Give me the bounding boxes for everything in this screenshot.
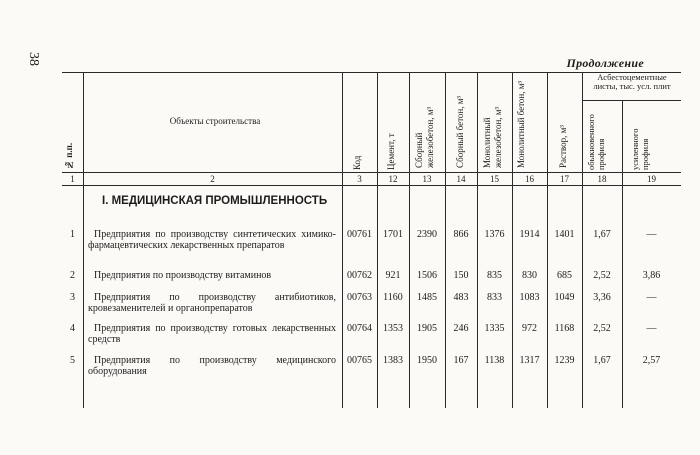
header-ordinary-profile: обыкновенного профиля bbox=[586, 114, 606, 170]
col-number: 16 bbox=[525, 174, 534, 184]
cell-monolithic-concrete: 972 bbox=[522, 323, 537, 334]
cell-ordinary: 3,36 bbox=[593, 292, 611, 303]
row-name: Предприятия по производству готовых лекарственных средств bbox=[88, 323, 336, 345]
cell-code: 00761 bbox=[347, 229, 372, 240]
cell-monolithic-rc: 835 bbox=[487, 270, 502, 281]
col-number: 1 bbox=[70, 174, 75, 184]
col-number: 12 bbox=[388, 174, 398, 184]
cell-monolithic-concrete: 1083 bbox=[519, 292, 540, 303]
cell-precast-rc: 1485 bbox=[417, 292, 437, 303]
row-name: Предприятия по производству антибиотиков, кровезаменителей и органопрепаратов bbox=[88, 292, 336, 314]
cell-precast-rc: 1950 bbox=[417, 355, 437, 366]
cell-precast-concrete: 866 bbox=[453, 229, 469, 240]
row-number: 4 bbox=[70, 323, 75, 334]
cell-code: 00763 bbox=[347, 292, 372, 303]
cell-code: 00762 bbox=[347, 270, 372, 281]
row-name: Предприятия по производству витаминов bbox=[94, 270, 272, 281]
col-number: 19 bbox=[647, 174, 656, 184]
cell-cement: 1701 bbox=[383, 229, 403, 240]
cell-code: 00765 bbox=[347, 355, 372, 366]
cell-code: 00764 bbox=[347, 323, 372, 334]
cell-monolithic-rc: 1138 bbox=[484, 355, 505, 366]
header-precast-rc: Сборный железобетон, м³ bbox=[414, 106, 435, 168]
col-number: 13 bbox=[422, 174, 432, 184]
col-number: 3 bbox=[357, 174, 362, 184]
header-cement: Цемент, т bbox=[386, 133, 396, 170]
header-objects: Объекты строительства bbox=[169, 116, 261, 126]
cell-reinforced: 2,57 bbox=[642, 355, 661, 366]
row-number: 2 bbox=[70, 270, 75, 281]
header-mortar: Раствор, м³ bbox=[558, 124, 568, 168]
header-code: Код bbox=[352, 155, 362, 170]
cell-reinforced: — bbox=[646, 229, 657, 240]
cell-monolithic-rc: 1335 bbox=[484, 323, 505, 334]
cell-mortar: 1168 bbox=[554, 323, 575, 334]
cell-precast-concrete: 483 bbox=[453, 292, 469, 303]
cell-monolithic-concrete: 830 bbox=[522, 270, 537, 281]
col-number: 18 bbox=[597, 174, 607, 184]
page-number: 38 bbox=[26, 52, 41, 66]
cell-mortar: 1239 bbox=[554, 355, 575, 366]
section-title: I. МЕДИЦИНСКАЯ ПРОМЫШЛЕННОСТЬ bbox=[102, 195, 328, 207]
header-bottom-border bbox=[62, 172, 681, 173]
cell-ordinary: 2,52 bbox=[593, 323, 611, 334]
row-number: 3 bbox=[70, 292, 75, 303]
row-number: 1 bbox=[70, 229, 75, 240]
col-number: 15 bbox=[490, 174, 499, 184]
cell-reinforced: — bbox=[646, 323, 657, 334]
col-number: 2 bbox=[210, 174, 215, 184]
header-reinforced-profile: усиленного профиля bbox=[630, 128, 650, 170]
col-number: 17 bbox=[560, 174, 569, 184]
cell-precast-rc: 1905 bbox=[417, 323, 437, 334]
cell-precast-rc: 1506 bbox=[417, 270, 437, 281]
cell-reinforced: 3,86 bbox=[642, 270, 661, 281]
cell-monolithic-rc: 1376 bbox=[484, 229, 505, 240]
asbestos-group-divider bbox=[582, 100, 681, 101]
header-monolithic-concrete: Монолитный бетон, м³ bbox=[516, 80, 526, 168]
header-asbestos-group: Асбестоцементные листы, тыс. усл. плит bbox=[593, 72, 671, 91]
cell-mortar: 1401 bbox=[554, 229, 575, 240]
cell-mortar: 685 bbox=[557, 270, 572, 281]
cell-reinforced: — bbox=[646, 292, 657, 303]
cell-monolithic-concrete: 1317 bbox=[519, 355, 540, 366]
cell-ordinary: 1,67 bbox=[593, 229, 611, 240]
row-name: Предприятия по производству медицинского оборудования bbox=[88, 355, 336, 377]
cell-cement: 921 bbox=[385, 270, 401, 281]
cell-precast-concrete: 167 bbox=[453, 355, 469, 366]
cell-ordinary: 2,52 bbox=[593, 270, 611, 281]
row-number: 5 bbox=[70, 355, 75, 366]
continuation-label: Продолжение bbox=[566, 56, 644, 70]
header-precast-concrete: Сборный бетон, м³ bbox=[455, 95, 465, 168]
col-divider bbox=[83, 72, 84, 408]
header-n: № п.п. bbox=[64, 142, 74, 170]
cell-ordinary: 1,67 bbox=[593, 355, 611, 366]
cell-precast-concrete: 246 bbox=[453, 323, 469, 334]
header-monolithic-rc: Монолитный железобетон, м³ bbox=[482, 106, 503, 168]
row-name: Предприятия по производству синтетических химико-фармацевтических лекарственных препаратов bbox=[88, 229, 336, 251]
cell-monolithic-rc: 833 bbox=[487, 292, 502, 303]
col-number: 14 bbox=[456, 174, 466, 184]
col-number-row-border bbox=[62, 185, 681, 186]
cell-cement: 1383 bbox=[383, 355, 403, 366]
cell-precast-rc: 2390 bbox=[417, 229, 437, 240]
cell-precast-concrete: 150 bbox=[453, 270, 469, 281]
cell-mortar: 1049 bbox=[554, 292, 575, 303]
cell-monolithic-concrete: 1914 bbox=[519, 229, 540, 240]
cell-cement: 1353 bbox=[383, 323, 403, 334]
cell-cement: 1160 bbox=[383, 292, 403, 303]
